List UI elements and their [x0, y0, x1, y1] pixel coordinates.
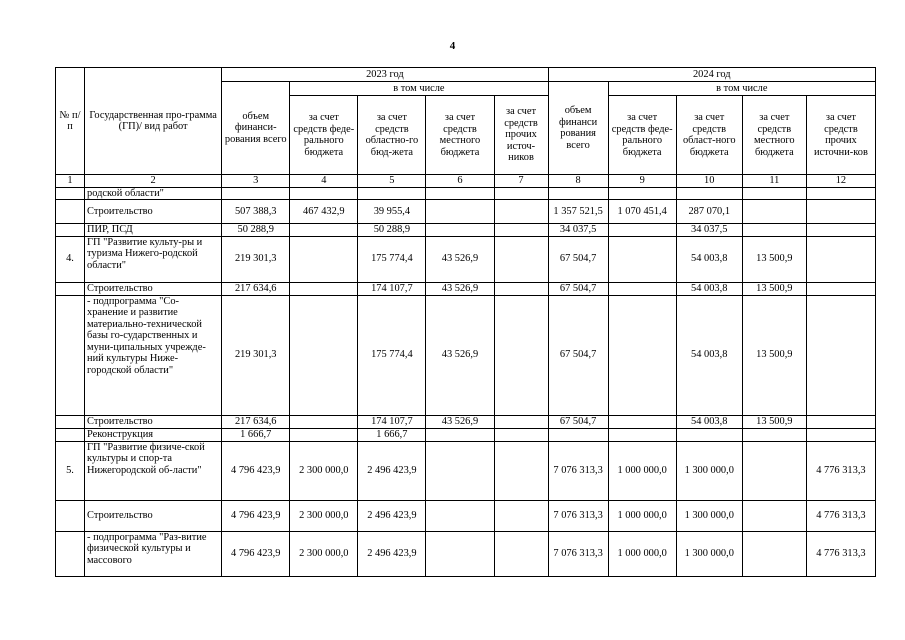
value-cell: 4 796 423,9 [222, 531, 290, 576]
value-cell: 4 776 313,3 [806, 441, 875, 500]
value-cell [548, 428, 608, 441]
value-cell [494, 187, 548, 200]
value-cell [742, 224, 806, 237]
column-index: 4 [290, 175, 358, 188]
column-index: 1 [56, 175, 85, 188]
value-cell: 43 526,9 [426, 295, 494, 415]
value-cell [494, 531, 548, 576]
value-cell: 1 000 000,0 [608, 500, 676, 531]
row-name: ГП "Развитие культу-ры и туризма Нижего-родской области" [85, 236, 222, 282]
value-cell [426, 187, 494, 200]
other-2023-header: за счет средств прочих источ-ников [494, 96, 548, 175]
value-cell [290, 428, 358, 441]
financing-table [55, 67, 876, 577]
table-row [56, 500, 876, 531]
value-cell: 54 003,8 [676, 295, 742, 415]
value-cell [494, 295, 548, 415]
federal-2023-header: за счет средств феде-рального бюджета [290, 96, 358, 175]
value-cell [426, 224, 494, 237]
column-index: 3 [222, 175, 290, 188]
value-cell [608, 224, 676, 237]
value-cell [676, 428, 742, 441]
value-cell [608, 428, 676, 441]
column-index: 12 [806, 175, 875, 188]
value-cell [806, 428, 875, 441]
value-cell [608, 415, 676, 428]
value-cell [806, 415, 875, 428]
value-cell: 54 003,8 [676, 236, 742, 282]
value-cell [806, 224, 875, 237]
value-cell: 219 301,3 [222, 236, 290, 282]
value-cell [290, 187, 358, 200]
row-number [56, 224, 85, 237]
value-cell [742, 500, 806, 531]
table-row [56, 187, 876, 200]
value-cell [494, 224, 548, 237]
value-cell: 175 774,4 [358, 236, 426, 282]
table-row [56, 531, 876, 576]
value-cell: 54 003,8 [676, 282, 742, 295]
value-cell [494, 236, 548, 282]
row-number [56, 295, 85, 415]
local-2023-header: за счет средств местного бюджета [426, 96, 494, 175]
value-cell: 7 076 313,3 [548, 441, 608, 500]
row-name: ГП "Развитие физиче-ской культуры и спор-та Нижегородской об-ласти" [85, 441, 222, 500]
value-cell: 4 776 313,3 [806, 531, 875, 576]
value-cell: 13 500,9 [742, 295, 806, 415]
local-2024-header: за счет средств местного бюджета [742, 96, 806, 175]
value-cell: 13 500,9 [742, 282, 806, 295]
value-cell: 2 496 423,9 [358, 500, 426, 531]
row-name: Строительство [85, 500, 222, 531]
value-cell [742, 428, 806, 441]
value-cell [806, 187, 875, 200]
value-cell: 7 076 313,3 [548, 500, 608, 531]
table-row [56, 428, 876, 441]
value-cell [426, 428, 494, 441]
row-name: Строительство [85, 200, 222, 224]
value-cell: 1 666,7 [222, 428, 290, 441]
value-cell: 2 300 000,0 [290, 441, 358, 500]
value-cell: 1 300 000,0 [676, 441, 742, 500]
value-cell: 175 774,4 [358, 295, 426, 415]
value-cell: 174 107,7 [358, 282, 426, 295]
column-index: 10 [676, 175, 742, 188]
value-cell: 34 037,5 [548, 224, 608, 237]
table-row [56, 441, 876, 500]
row-name: ПИР, ПСД [85, 224, 222, 237]
value-cell: 287 070,1 [676, 200, 742, 224]
row-name: родской области" [85, 187, 222, 200]
value-cell: 43 526,9 [426, 236, 494, 282]
other-2024-header: за счет средств прочих источни-ков [806, 96, 875, 175]
row-number [56, 200, 85, 224]
row-number [56, 187, 85, 200]
value-cell [548, 187, 608, 200]
row-name: - подпрограмма "Со-хранение и развитие материально-технической базы го-сударственных и муни-ципальных учрежде-ний культуры Ниже-городской области" [85, 295, 222, 415]
table-row [56, 282, 876, 295]
value-cell: 1 000 000,0 [608, 531, 676, 576]
value-cell [222, 187, 290, 200]
value-cell [290, 282, 358, 295]
value-cell [494, 200, 548, 224]
value-cell [608, 236, 676, 282]
value-cell [742, 531, 806, 576]
column-index: 5 [358, 175, 426, 188]
column-index-row [56, 175, 876, 188]
value-cell: 67 504,7 [548, 236, 608, 282]
value-cell [742, 187, 806, 200]
row-name: Строительство [85, 282, 222, 295]
value-cell [494, 441, 548, 500]
value-cell: 39 955,4 [358, 200, 426, 224]
value-cell [806, 295, 875, 415]
value-cell: 67 504,7 [548, 415, 608, 428]
year-2024-header: 2024 год [548, 68, 875, 82]
value-cell [494, 282, 548, 295]
value-cell [742, 441, 806, 500]
value-cell: 4 796 423,9 [222, 500, 290, 531]
value-cell: 4 776 313,3 [806, 500, 875, 531]
value-cell: 507 388,3 [222, 200, 290, 224]
row-number: 4. [56, 236, 85, 282]
including-2023-header: в том числе [290, 82, 548, 96]
value-cell: 1 300 000,0 [676, 531, 742, 576]
column-index: 7 [494, 175, 548, 188]
value-cell [676, 187, 742, 200]
table-row [56, 415, 876, 428]
column-index: 6 [426, 175, 494, 188]
value-cell [290, 224, 358, 237]
value-cell: 174 107,7 [358, 415, 426, 428]
value-cell: 67 504,7 [548, 295, 608, 415]
total-2023-header: объем финанси-рования всего [222, 82, 290, 175]
value-cell: 2 496 423,9 [358, 531, 426, 576]
value-cell [494, 500, 548, 531]
row-number: 5. [56, 441, 85, 500]
table-row [56, 295, 876, 415]
value-cell: 467 432,9 [290, 200, 358, 224]
value-cell: 34 037,5 [676, 224, 742, 237]
row-name: Реконструкция [85, 428, 222, 441]
row-name: - подпрограмма "Раз-витие физической культуры и массового [85, 531, 222, 576]
value-cell: 67 504,7 [548, 282, 608, 295]
value-cell [290, 415, 358, 428]
column-index: 8 [548, 175, 608, 188]
value-cell [426, 500, 494, 531]
regional-2024-header: за счет средств област-ного бюджета [676, 96, 742, 175]
value-cell [494, 428, 548, 441]
value-cell: 1 070 451,4 [608, 200, 676, 224]
value-cell: 4 796 423,9 [222, 441, 290, 500]
value-cell: 2 496 423,9 [358, 441, 426, 500]
row-number [56, 500, 85, 531]
value-cell: 50 288,9 [222, 224, 290, 237]
value-cell: 43 526,9 [426, 282, 494, 295]
column-index: 11 [742, 175, 806, 188]
value-cell: 13 500,9 [742, 415, 806, 428]
value-cell: 1 300 000,0 [676, 500, 742, 531]
value-cell [608, 187, 676, 200]
value-cell: 13 500,9 [742, 236, 806, 282]
row-number [56, 282, 85, 295]
value-cell [426, 441, 494, 500]
value-cell: 217 634,6 [222, 282, 290, 295]
column-index: 9 [608, 175, 676, 188]
row-number [56, 531, 85, 576]
row-number [56, 415, 85, 428]
value-cell [608, 282, 676, 295]
value-cell: 54 003,8 [676, 415, 742, 428]
col-number-header: № п/п [56, 68, 85, 175]
value-cell: 50 288,9 [358, 224, 426, 237]
value-cell: 1 357 521,5 [548, 200, 608, 224]
col-name-header: Государственная про-грамма (ГП)/ вид работ [85, 68, 222, 175]
value-cell [742, 200, 806, 224]
page-number: 4 [449, 40, 456, 52]
including-2024-header: в том числе [608, 82, 875, 96]
row-name: Строительство [85, 415, 222, 428]
value-cell [806, 200, 875, 224]
value-cell [426, 531, 494, 576]
value-cell [608, 295, 676, 415]
value-cell: 2 300 000,0 [290, 531, 358, 576]
regional-2023-header: за счет средств областно-го бюд-жета [358, 96, 426, 175]
value-cell [358, 187, 426, 200]
value-cell [494, 415, 548, 428]
value-cell [806, 236, 875, 282]
value-cell: 2 300 000,0 [290, 500, 358, 531]
table-row [56, 224, 876, 237]
value-cell: 219 301,3 [222, 295, 290, 415]
table-row [56, 200, 876, 224]
value-cell: 7 076 313,3 [548, 531, 608, 576]
total-2024-header: объем финанси рования всего [548, 82, 608, 175]
value-cell: 1 000 000,0 [608, 441, 676, 500]
value-cell: 1 666,7 [358, 428, 426, 441]
value-cell: 43 526,9 [426, 415, 494, 428]
federal-2024-header: за счет средств феде-рального бюджета [608, 96, 676, 175]
column-index: 2 [85, 175, 222, 188]
year-2023-header: 2023 год [222, 68, 548, 82]
table-row [56, 236, 876, 282]
value-cell: 217 634,6 [222, 415, 290, 428]
value-cell [426, 200, 494, 224]
value-cell [290, 236, 358, 282]
value-cell [806, 282, 875, 295]
value-cell [290, 295, 358, 415]
row-number [56, 428, 85, 441]
